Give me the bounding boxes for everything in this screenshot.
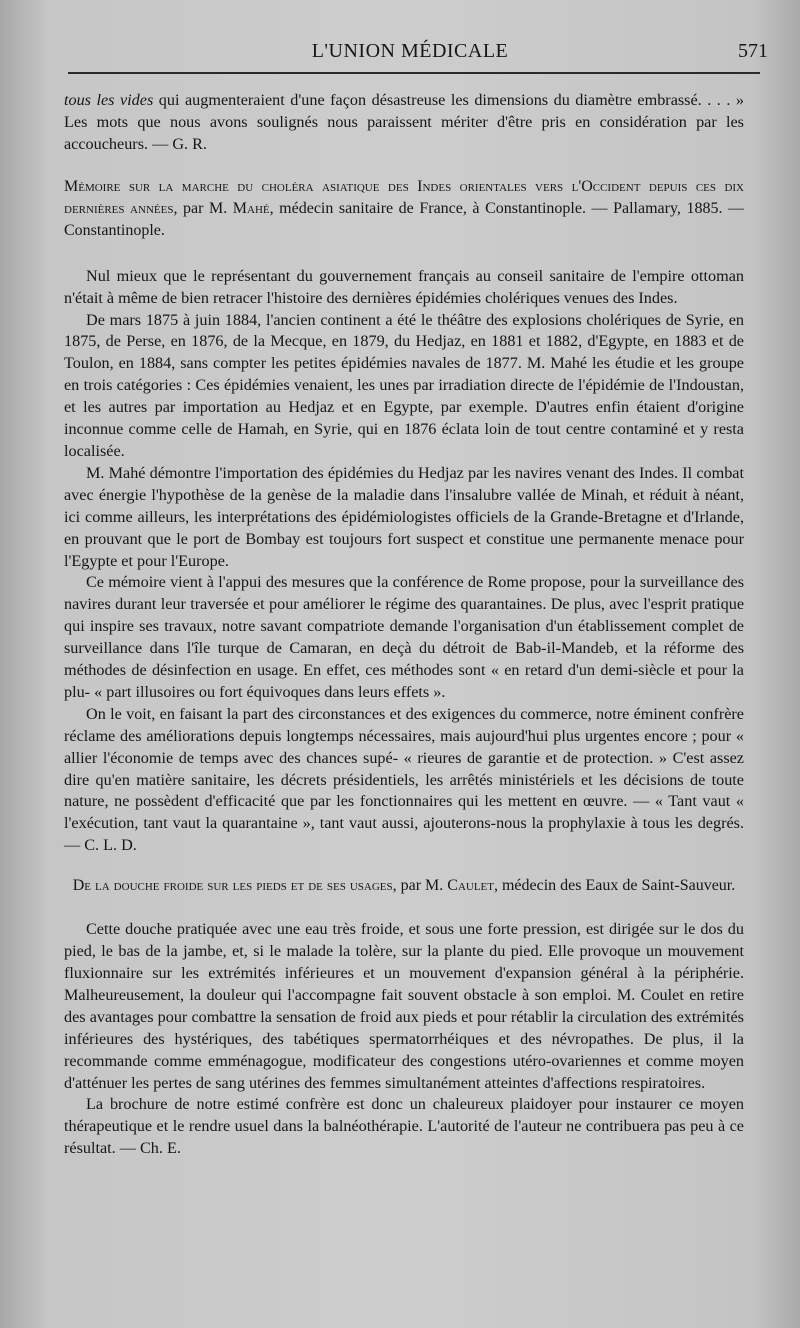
review-title-details: , médecin sanitaire de France, à Constantinople. — Pallamary, 1885. — Constantinople. <box>64 199 745 239</box>
journal-title: L'UNION MÉDICALE <box>311 40 509 62</box>
review-paragraph: On le voit, en faisant la part des circonstances et des exigences du commerce, notre éminent confrère réclame des améliorations depuis longtemps nécessaires, mais aujourd'hui plus urgentes encore ; pour « allier l'économie de temps avec des chances supé- « rieures de garantie et de protection. » C'est assez dire qu'en matière sanitaire, les décrets présidentiels, les arrêtés ministériels et les décisions de toute nature, ne possèdent d'efficacité que par les fonctionnaires qui les mettent en œuvre. — « Tant vaut « l'exécution, tant vaut la quarantaine », tant vaut aussi, ajouterons-nous la prophylaxie à tous les degrés. — C. L. D. <box>64 704 744 855</box>
review-author: Caulet <box>447 877 494 895</box>
intro-paragraph <box>64 90 744 156</box>
review-paragraph: De mars 1875 à juin 1884, l'ancien continent a été le théâtre des explosions cholériques de Syrie, en 1875, de Perse, en 1876, de la Mecque, en 1879, du Hedjaz, en 1881 et 1882, d'Egypte, en 1883 et de Toulon, en 1884, sans compter les petites épidémies navales de 1877. M. Mahé les étudie et les groupe en trois catégories : Ces épidémies venaient, les unes par irradiation directe de l'épidémie de l'Indoustan, et les autres par importation au Hedjaz et en Egypte, par exemple. D'autres enfin étaient d'origine inconnue comme celle de Hamah, en Syrie, qui en 1876 éclata loin de tout centre contaminé et y resta localisée. <box>64 310 744 460</box>
page-content <box>64 90 744 1160</box>
review-title-text: par M. <box>396 877 448 895</box>
page-number: 571 <box>738 40 768 62</box>
intro-italic-lead: tous les vides <box>64 91 154 109</box>
review-paragraph: Nul mieux que le représentant du gouvernement français au conseil sanitaire de l'empire ottoman n'était à même de bien retracer l'histoire des dernières épidémies cholériques venues des Indes. <box>64 266 744 307</box>
running-header <box>60 40 768 70</box>
review-title <box>64 176 744 242</box>
review-title-smallcaps: De la douche froide sur les pieds et de ses usages, <box>72 877 397 895</box>
review-paragraph: M. Mahé démontre l'importation des épidémies du Hedjaz par les navires venant des Indes. Il combat avec énergie l'hypothèse de la genèse de la maladie dans l'insalubre vallée de Minah, et réduit à néant, ici comme ailleurs, les interprétations des épidémiologistes officiels de la Grande-Bretagne et d'Irlande, en prouvant que le port de Bombay est toujours fort suspect et constitue une permanente menace pour l'Egypte et pour l'Europe. <box>64 463 744 570</box>
review-paragraph: Cette douche pratiquée avec une eau très froide, et sous une forte pression, est dirigée sur le dos du pied, le bas de la jambe, et, si le malade la tolère, sur la plante du pied. Elle provoque un mouvement fluxionnaire sur les extrémités inférieures et un mouvement d'expansion général à la périphérie. Malheureusement, la douleur qui l'accompagne fait souvent obstacle à son emploi. M. Coulet en retire des avantages pour combattre la sensation de froid aux pieds et pour rétablir la circulation des extrémités inférieures des hystériques, des tabétiques spermatorrhéiques et des névropathes. De plus, il la recommande comme emménagogue, modificateur des congestions utéro-ovariennes et comme moyen d'atténuer les pertes de sang utérines des femmes simultanément atteintes d'affections respiratoires. <box>64 920 744 1092</box>
review-title-text: par M. <box>177 199 233 217</box>
review-title-smallcaps: Mémoire sur la marche du choléra asiatique des Indes orientales vers l'Occident depuis ces dix dernières années, <box>64 177 744 217</box>
review-title <box>64 875 744 897</box>
review-paragraph: Ce mémoire vient à l'appui des mesures que la conférence de Rome propose, pour la surveillance des navires durant leur traversée et pour améliorer le régime des quarantaines. De plus, avec l'esprit pratique qui inspire ses travaux, notre savant compatriote demande l'organisation d'un établissement complet de surveillance dans l'île turque de Camaran, en deçà du détroit de Bab-il-Mandeb, et la réforme des méthodes de désinfection en usage. En effet, ces méthodes sont « en retard d'un demi-siècle et pour la plu- « part illusoires ou fort équivoques dans leurs effets ». <box>64 573 744 701</box>
header-rule <box>68 72 760 74</box>
review-author: Mahé <box>232 199 270 217</box>
review-paragraph: La brochure de notre estimé confrère est donc un chaleureux plaidoyer pour instaurer ce moyen thérapeutique et le rendre usuel dans la balnéothérapie. L'autorité de l'auteur ne contribuera pas peu à ce résultat. — Ch. E. <box>64 1095 744 1158</box>
review-title-details: , médecin des Eaux de Saint-Sauveur. <box>493 877 736 895</box>
intro-text: qui augmenteraient d'une façon désastreuse les dimensions du diamètre embrassé. . . . » Les mots que nous avons soulignés nous paraissent mériter d'être pris en considération par les accoucheurs. — G. R. <box>64 91 744 153</box>
